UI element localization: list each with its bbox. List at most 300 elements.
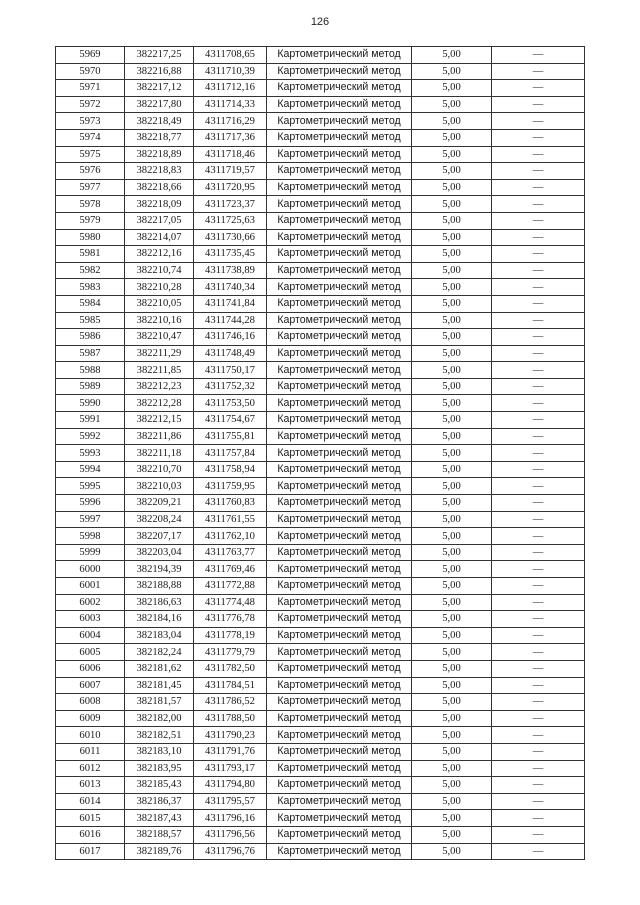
table-row [56,777,585,794]
description-cell: — [492,445,585,462]
table-row [56,295,585,312]
method-cell: Картометрический метод [267,246,412,263]
x-coordinate-cell: 382211,29 [125,345,194,362]
x-coordinate-cell: 382212,28 [125,395,194,412]
x-coordinate-cell: 382212,23 [125,378,194,395]
point-number-cell: 5989 [56,378,125,395]
description-cell: — [492,378,585,395]
error-cell: 5,00 [412,212,492,229]
x-coordinate-cell: 382211,86 [125,428,194,445]
y-coordinate-cell: 4311791,76 [194,743,267,760]
description-cell: — [492,743,585,760]
point-number-cell: 5976 [56,163,125,180]
method-cell: Картометрический метод [267,163,412,180]
method-cell: Картометрический метод [267,627,412,644]
table-row [56,196,585,213]
error-cell: 5,00 [412,362,492,379]
y-coordinate-cell: 4311776,78 [194,611,267,628]
point-number-cell: 6001 [56,578,125,595]
point-number-cell: 6002 [56,594,125,611]
error-cell: 5,00 [412,843,492,860]
point-number-cell: 6005 [56,644,125,661]
point-number-cell: 5973 [56,113,125,130]
point-number-cell: 6017 [56,843,125,860]
y-coordinate-cell: 4311735,45 [194,246,267,263]
coordinates-table-body [56,47,585,860]
table-row [56,710,585,727]
method-cell: Картометрический метод [267,80,412,97]
description-cell: — [492,212,585,229]
y-coordinate-cell: 4311796,16 [194,810,267,827]
description-cell: — [492,163,585,180]
y-coordinate-cell: 4311796,56 [194,826,267,843]
error-cell: 5,00 [412,578,492,595]
x-coordinate-cell: 382211,18 [125,445,194,462]
error-cell: 5,00 [412,113,492,130]
point-number-cell: 5982 [56,262,125,279]
method-cell: Картометрический метод [267,378,412,395]
method-cell: Картометрический метод [267,528,412,545]
y-coordinate-cell: 4311778,19 [194,627,267,644]
error-cell: 5,00 [412,644,492,661]
method-cell: Картометрический метод [267,561,412,578]
method-cell: Картометрический метод [267,677,412,694]
description-cell: — [492,544,585,561]
description-cell: — [492,528,585,545]
description-cell: — [492,660,585,677]
table-row [56,329,585,346]
y-coordinate-cell: 4311769,46 [194,561,267,578]
y-coordinate-cell: 4311784,51 [194,677,267,694]
method-cell: Картометрический метод [267,179,412,196]
description-cell: — [492,196,585,213]
table-row [56,129,585,146]
description-cell: — [492,279,585,296]
y-coordinate-cell: 4311753,50 [194,395,267,412]
method-cell: Картометрический метод [267,196,412,213]
y-coordinate-cell: 4311712,16 [194,80,267,97]
method-cell: Картометрический метод [267,544,412,561]
x-coordinate-cell: 382217,12 [125,80,194,97]
error-cell: 5,00 [412,295,492,312]
point-number-cell: 5996 [56,495,125,512]
point-number-cell: 5969 [56,47,125,64]
method-cell: Картометрический метод [267,362,412,379]
point-number-cell: 5980 [56,229,125,246]
x-coordinate-cell: 382188,88 [125,578,194,595]
error-cell: 5,00 [412,727,492,744]
point-number-cell: 5997 [56,511,125,528]
table-row [56,80,585,97]
y-coordinate-cell: 4311774,48 [194,594,267,611]
error-cell: 5,00 [412,677,492,694]
point-number-cell: 5971 [56,80,125,97]
method-cell: Картометрический метод [267,428,412,445]
point-number-cell: 6000 [56,561,125,578]
x-coordinate-cell: 382181,45 [125,677,194,694]
y-coordinate-cell: 4311779,79 [194,644,267,661]
method-cell: Картометрический метод [267,710,412,727]
description-cell: — [492,345,585,362]
error-cell: 5,00 [412,544,492,561]
y-coordinate-cell: 4311795,57 [194,793,267,810]
description-cell: — [492,428,585,445]
point-number-cell: 6008 [56,694,125,711]
table-row [56,727,585,744]
table-row [56,578,585,595]
x-coordinate-cell: 382217,25 [125,47,194,64]
table-row [56,561,585,578]
point-number-cell: 5972 [56,96,125,113]
error-cell: 5,00 [412,694,492,711]
x-coordinate-cell: 382218,83 [125,163,194,180]
x-coordinate-cell: 382182,51 [125,727,194,744]
x-coordinate-cell: 382203,04 [125,544,194,561]
point-number-cell: 5998 [56,528,125,545]
error-cell: 5,00 [412,345,492,362]
method-cell: Картометрический метод [267,113,412,130]
table-row [56,461,585,478]
method-cell: Картометрический метод [267,810,412,827]
method-cell: Картометрический метод [267,743,412,760]
x-coordinate-cell: 382184,16 [125,611,194,628]
point-number-cell: 5970 [56,63,125,80]
x-coordinate-cell: 382188,57 [125,826,194,843]
method-cell: Картометрический метод [267,129,412,146]
table-row [56,395,585,412]
table-row [56,826,585,843]
method-cell: Картометрический метод [267,445,412,462]
y-coordinate-cell: 4311759,95 [194,478,267,495]
x-coordinate-cell: 382185,43 [125,777,194,794]
description-cell: — [492,96,585,113]
error-cell: 5,00 [412,428,492,445]
method-cell: Картометрический метод [267,760,412,777]
method-cell: Картометрический метод [267,345,412,362]
x-coordinate-cell: 382182,24 [125,644,194,661]
method-cell: Картометрический метод [267,478,412,495]
x-coordinate-cell: 382209,21 [125,495,194,512]
y-coordinate-cell: 4311772,88 [194,578,267,595]
y-coordinate-cell: 4311750,17 [194,362,267,379]
method-cell: Картометрический метод [267,578,412,595]
error-cell: 5,00 [412,395,492,412]
table-row [56,660,585,677]
y-coordinate-cell: 4311720,95 [194,179,267,196]
error-cell: 5,00 [412,461,492,478]
description-cell: — [492,179,585,196]
y-coordinate-cell: 4311723,37 [194,196,267,213]
y-coordinate-cell: 4311708,65 [194,47,267,64]
description-cell: — [492,362,585,379]
error-cell: 5,00 [412,96,492,113]
table-row [56,677,585,694]
error-cell: 5,00 [412,179,492,196]
method-cell: Картометрический метод [267,412,412,429]
point-number-cell: 5991 [56,412,125,429]
table-row [56,428,585,445]
x-coordinate-cell: 382183,04 [125,627,194,644]
point-number-cell: 5986 [56,329,125,346]
error-cell: 5,00 [412,777,492,794]
x-coordinate-cell: 382218,66 [125,179,194,196]
error-cell: 5,00 [412,378,492,395]
description-cell: — [492,793,585,810]
table-row [56,694,585,711]
y-coordinate-cell: 4311786,52 [194,694,267,711]
table-row [56,528,585,545]
description-cell: — [492,129,585,146]
table-row [56,594,585,611]
y-coordinate-cell: 4311794,80 [194,777,267,794]
x-coordinate-cell: 382210,74 [125,262,194,279]
point-number-cell: 5981 [56,246,125,263]
error-cell: 5,00 [412,594,492,611]
description-cell: — [492,113,585,130]
point-number-cell: 6006 [56,660,125,677]
y-coordinate-cell: 4311762,10 [194,528,267,545]
table-row [56,478,585,495]
error-cell: 5,00 [412,445,492,462]
method-cell: Картометрический метод [267,262,412,279]
y-coordinate-cell: 4311714,33 [194,96,267,113]
table-row [56,63,585,80]
y-coordinate-cell: 4311757,84 [194,445,267,462]
point-number-cell: 5992 [56,428,125,445]
point-number-cell: 6003 [56,611,125,628]
method-cell: Картометрический метод [267,47,412,64]
table-row [56,113,585,130]
table-row [56,743,585,760]
description-cell: — [492,312,585,329]
table-row [56,212,585,229]
method-cell: Картометрический метод [267,395,412,412]
x-coordinate-cell: 382210,70 [125,461,194,478]
description-cell: — [492,63,585,80]
x-coordinate-cell: 382210,28 [125,279,194,296]
error-cell: 5,00 [412,810,492,827]
x-coordinate-cell: 382217,80 [125,96,194,113]
method-cell: Картометрический метод [267,843,412,860]
y-coordinate-cell: 4311758,94 [194,461,267,478]
error-cell: 5,00 [412,478,492,495]
error-cell: 5,00 [412,710,492,727]
description-cell: — [492,594,585,611]
method-cell: Картометрический метод [267,312,412,329]
description-cell: — [492,760,585,777]
description-cell: — [492,146,585,163]
y-coordinate-cell: 4311741,84 [194,295,267,312]
description-cell: — [492,395,585,412]
description-cell: — [492,710,585,727]
error-cell: 5,00 [412,196,492,213]
table-row [56,445,585,462]
x-coordinate-cell: 382210,16 [125,312,194,329]
description-cell: — [492,47,585,64]
description-cell: — [492,826,585,843]
method-cell: Картометрический метод [267,212,412,229]
point-number-cell: 5994 [56,461,125,478]
x-coordinate-cell: 382194,39 [125,561,194,578]
table-row [56,644,585,661]
x-coordinate-cell: 382216,88 [125,63,194,80]
table-row [56,345,585,362]
method-cell: Картометрический метод [267,594,412,611]
error-cell: 5,00 [412,312,492,329]
error-cell: 5,00 [412,627,492,644]
description-cell: — [492,511,585,528]
point-number-cell: 6010 [56,727,125,744]
point-number-cell: 6009 [56,710,125,727]
description-cell: — [492,727,585,744]
description-cell: — [492,644,585,661]
y-coordinate-cell: 4311719,57 [194,163,267,180]
error-cell: 5,00 [412,63,492,80]
description-cell: — [492,843,585,860]
x-coordinate-cell: 382187,43 [125,810,194,827]
x-coordinate-cell: 382214,07 [125,229,194,246]
table-row [56,611,585,628]
y-coordinate-cell: 4311793,17 [194,760,267,777]
point-number-cell: 5975 [56,146,125,163]
point-number-cell: 5979 [56,212,125,229]
point-number-cell: 6015 [56,810,125,827]
y-coordinate-cell: 4311755,81 [194,428,267,445]
method-cell: Картометрический метод [267,279,412,296]
x-coordinate-cell: 382210,03 [125,478,194,495]
description-cell: — [492,677,585,694]
error-cell: 5,00 [412,246,492,263]
method-cell: Картометрический метод [267,461,412,478]
error-cell: 5,00 [412,329,492,346]
error-cell: 5,00 [412,279,492,296]
method-cell: Картометрический метод [267,96,412,113]
error-cell: 5,00 [412,412,492,429]
point-number-cell: 5990 [56,395,125,412]
table-row [56,412,585,429]
table-row [56,793,585,810]
point-number-cell: 5974 [56,129,125,146]
x-coordinate-cell: 382186,37 [125,793,194,810]
table-row [56,262,585,279]
x-coordinate-cell: 382217,05 [125,212,194,229]
x-coordinate-cell: 382183,95 [125,760,194,777]
error-cell: 5,00 [412,561,492,578]
x-coordinate-cell: 382218,49 [125,113,194,130]
description-cell: — [492,461,585,478]
x-coordinate-cell: 382218,89 [125,146,194,163]
error-cell: 5,00 [412,80,492,97]
description-cell: — [492,627,585,644]
description-cell: — [492,229,585,246]
description-cell: — [492,578,585,595]
table-row [56,229,585,246]
y-coordinate-cell: 4311717,36 [194,129,267,146]
method-cell: Картометрический метод [267,63,412,80]
y-coordinate-cell: 4311796,76 [194,843,267,860]
x-coordinate-cell: 382212,15 [125,412,194,429]
error-cell: 5,00 [412,826,492,843]
error-cell: 5,00 [412,146,492,163]
method-cell: Картометрический метод [267,295,412,312]
x-coordinate-cell: 382210,05 [125,295,194,312]
page-number: 126 [310,16,330,28]
point-number-cell: 5978 [56,196,125,213]
point-number-cell: 6012 [56,760,125,777]
description-cell: — [492,295,585,312]
table-row [56,627,585,644]
point-number-cell: 6007 [56,677,125,694]
error-cell: 5,00 [412,262,492,279]
x-coordinate-cell: 382208,24 [125,511,194,528]
method-cell: Картометрический метод [267,694,412,711]
x-coordinate-cell: 382210,47 [125,329,194,346]
error-cell: 5,00 [412,129,492,146]
y-coordinate-cell: 4311754,67 [194,412,267,429]
x-coordinate-cell: 382186,63 [125,594,194,611]
point-number-cell: 5995 [56,478,125,495]
point-number-cell: 5993 [56,445,125,462]
error-cell: 5,00 [412,495,492,512]
description-cell: — [492,329,585,346]
x-coordinate-cell: 382212,16 [125,246,194,263]
y-coordinate-cell: 4311790,23 [194,727,267,744]
table-row [56,843,585,860]
error-cell: 5,00 [412,760,492,777]
table-row [56,362,585,379]
table-row [56,279,585,296]
description-cell: — [492,495,585,512]
table-row [56,146,585,163]
point-number-cell: 5983 [56,279,125,296]
x-coordinate-cell: 382181,62 [125,660,194,677]
error-cell: 5,00 [412,47,492,64]
x-coordinate-cell: 382218,77 [125,129,194,146]
description-cell: — [492,810,585,827]
y-coordinate-cell: 4311738,89 [194,262,267,279]
x-coordinate-cell: 382183,10 [125,743,194,760]
point-number-cell: 6014 [56,793,125,810]
y-coordinate-cell: 4311788,50 [194,710,267,727]
error-cell: 5,00 [412,611,492,628]
point-number-cell: 5985 [56,312,125,329]
method-cell: Картометрический метод [267,793,412,810]
point-number-cell: 5999 [56,544,125,561]
point-number-cell: 5988 [56,362,125,379]
y-coordinate-cell: 4311761,55 [194,511,267,528]
point-number-cell: 6011 [56,743,125,760]
table-row [56,246,585,263]
error-cell: 5,00 [412,528,492,545]
description-cell: — [492,262,585,279]
error-cell: 5,00 [412,229,492,246]
y-coordinate-cell: 4311782,50 [194,660,267,677]
x-coordinate-cell: 382182,00 [125,710,194,727]
description-cell: — [492,80,585,97]
description-cell: — [492,694,585,711]
error-cell: 5,00 [412,743,492,760]
y-coordinate-cell: 4311740,34 [194,279,267,296]
x-coordinate-cell: 382207,17 [125,528,194,545]
point-number-cell: 6016 [56,826,125,843]
table-row [56,163,585,180]
coordinates-table [55,46,585,860]
y-coordinate-cell: 4311744,28 [194,312,267,329]
table-row [56,760,585,777]
point-number-cell: 6013 [56,777,125,794]
point-number-cell: 5984 [56,295,125,312]
table-row [56,96,585,113]
